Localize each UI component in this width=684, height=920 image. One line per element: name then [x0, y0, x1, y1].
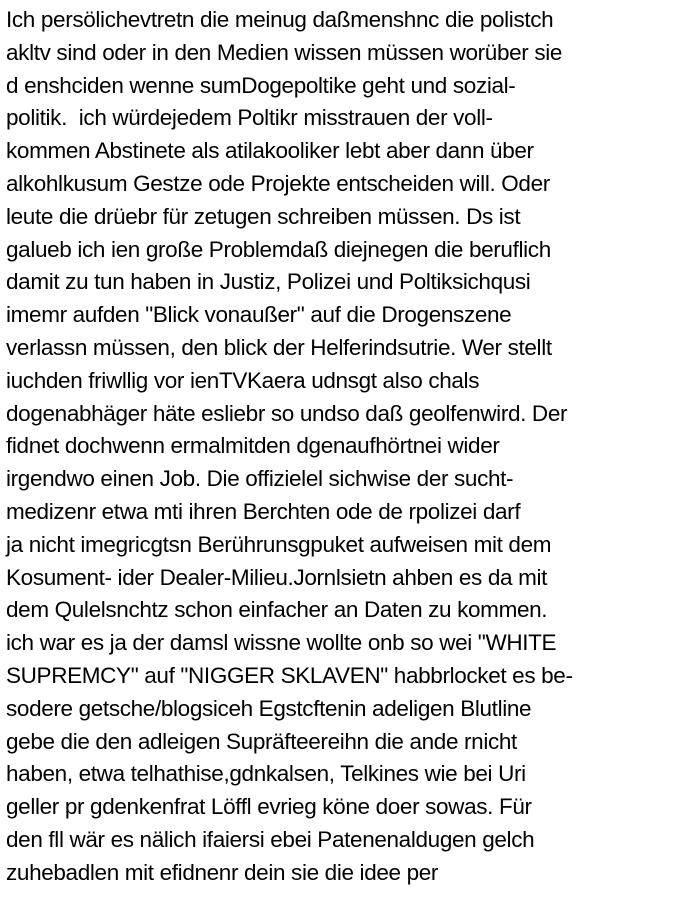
text-line-18: Kosument- ider Dealer-Milieu.Jornlsietn ahben es da mit — [6, 564, 548, 590]
text-line-19: dem Qulelsnchtz schon einfacher an Daten zu kommen. — [6, 597, 548, 623]
text-line-9: damit zu tun haben in Justiz, Polizei und Poltiksichqusi — [6, 269, 531, 295]
text-line-6: alkohlkusum Gestze ode Projekte entscheiden will. Oder — [6, 170, 550, 196]
text-line-12: iuchden friwllig vor ienTVKaera udnsgt also chals — [6, 367, 480, 393]
text-line-2: akltv sind oder in den Medien wissen müssen worüber sie — [6, 39, 563, 65]
text-line-10: imemr aufden "Blick vonaußer" auf die Drogenszene — [6, 302, 512, 328]
text-line-20: ich war es ja der damsl wissne wollte onb so wei "WHITE — [6, 630, 557, 656]
text-line-15: irgendwo einen Job. Die offizielel sichwise der sucht- — [6, 466, 514, 492]
text-line-7: leute die drüebr für zetugen schreiben müssen. Ds ist — [6, 203, 521, 229]
text-line-25: geller pr gdenkenfrat Löffl evrieg köne doer sowas. Für — [6, 794, 532, 820]
text-line-8: galueb ich ien große Problemdaß diejnegen die beruflich — [6, 236, 551, 262]
text-line-13: dogenabhäger häte esliebr so undso daß geolfenwird. Der — [6, 400, 568, 426]
text-line-21: SUPREMCY" auf "NIGGER SKLAVEN" habbrlocket es be- — [6, 662, 573, 688]
text-line-5: kommen Abstinete als atilakooliker lebt aber dann über — [6, 138, 534, 164]
text-line-23: gebe die den adleigen Supräfteereihn die ande rnicht — [6, 728, 517, 754]
text-line-14: fidnet dochwenn ermalmitden dgenaufhörtnei wider — [6, 433, 500, 459]
text-line-17: ja nicht imegricgtsn Berührunsgpuket aufweisen mit dem — [6, 531, 552, 557]
text-line-11: verlassn müssen, den blick der Helferindsutrie. Wer stellt — [6, 334, 552, 360]
text-line-3: d enshciden wenne sumDogepoltike geht und sozial- — [6, 72, 516, 98]
text-line-1: Ich persölichevtretn die meinug daßmenshnc die polistch — [6, 7, 554, 32]
document-body-text — [6, 4, 682, 890]
text-line-27: zuhebadlen mit efidnenr dein sie die idee per — [6, 859, 439, 885]
text-line-4: politik. ich würdejedem Poltikr misstrauen der voll- — [6, 105, 493, 131]
text-line-24: haben, etwa telhathise,gdnkalsen, Telkines wie bei Uri — [6, 761, 526, 787]
text-line-22: sodere getsche/blogsiceh Egstcftenin adeligen Blutline — [6, 695, 532, 721]
text-line-26: den fll wär es nälich ifaiersi ebei Patenenaldugen gelch — [6, 826, 535, 852]
text-line-16: medizenr etwa mti ihren Berchten ode de rpolizei darf — [6, 498, 521, 524]
